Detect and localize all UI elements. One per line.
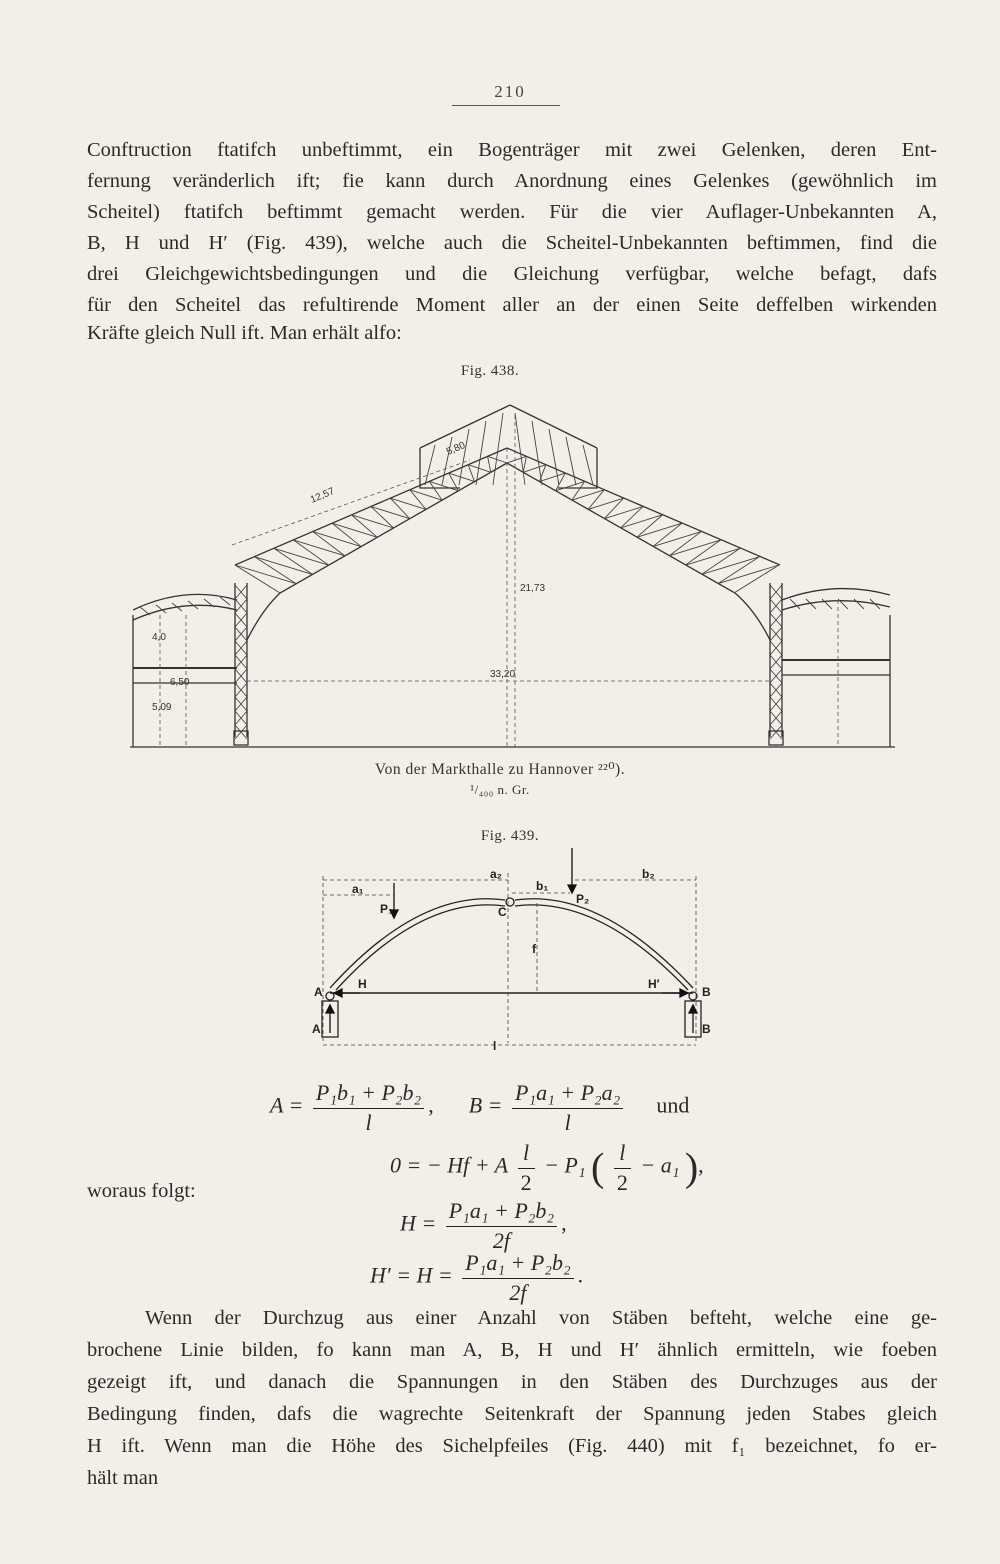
truss-member: [140, 607, 150, 615]
para2-line-6: hält man: [87, 1467, 159, 1489]
para2-line-2: brochene Linie bilden, fo kann man A, B, H und H′ ähnlich ermitteln, wie foeben: [87, 1339, 937, 1361]
formula-Hprime-lhs: H′ = H =: [370, 1262, 453, 1288]
fig439-arch-diagram: [0, 848, 1000, 1058]
formula-A-numerator: P₁b₁ + P₂b₂: [313, 1078, 424, 1109]
truss-member: [637, 515, 663, 537]
formula-A-lhs: A =: [270, 1092, 304, 1118]
formula-Hprime-fraction: [462, 1248, 573, 1307]
truss-member: [532, 421, 542, 485]
formula-moment-frac-num: l: [518, 1138, 535, 1169]
page-number-rule: [452, 105, 560, 106]
label-f: f: [532, 942, 536, 956]
dim-label-3: 5,09: [152, 702, 172, 713]
formula-B-denominator: l: [564, 1110, 571, 1135]
formula-moment-inner-frac: [614, 1138, 631, 1197]
truss-member: [352, 515, 378, 537]
truss-member: [459, 429, 469, 485]
truss-member: [685, 548, 740, 565]
formula-moment-frac-den: 2: [520, 1170, 532, 1195]
truss-member: [669, 540, 721, 556]
formula-A-denominator: l: [365, 1110, 372, 1135]
para1-line-4: B, H und H′ (Fig. 439), welche auch die Scheitel-Unbekannten beftimmen, find die: [87, 232, 937, 254]
truss-member: [718, 565, 779, 584]
paren-right: ): [684, 1144, 699, 1190]
truss-member: [702, 557, 760, 575]
formula-moment-mid: − P₁: [544, 1152, 586, 1178]
truss-member: [254, 557, 296, 584]
formula-H-fraction: [446, 1196, 557, 1255]
label-C: C: [498, 905, 507, 919]
truss-member: [313, 532, 361, 547]
truss-member: [653, 523, 682, 546]
truss-member: [515, 413, 525, 485]
formula-moment-tail: − a₁: [640, 1152, 680, 1178]
para2-line-5: H ift. Wenn man die Höhe des Sichelpfeiles (Fig. 440) mit f₁ bezeichnet, fo er-: [87, 1435, 937, 1457]
formula-moment-pre: 0 = − Hf + A: [390, 1152, 509, 1178]
truss-member: [468, 465, 474, 482]
formula-B-fraction: [512, 1078, 623, 1137]
truss-member: [523, 465, 546, 473]
formula-moment-inner-num: l: [614, 1138, 631, 1169]
label-P2: P₂: [576, 892, 590, 906]
truss-member: [718, 557, 760, 584]
label-H: H: [358, 977, 367, 991]
label-B-top: B: [702, 985, 711, 999]
formula-H: H = $\frac{\text{P₁a₁ + P₂b₂}}{2f}$ ,: [400, 1198, 567, 1253]
formula-moment-frac: [518, 1138, 535, 1197]
fig438-truss-drawing: [0, 385, 1000, 765]
para1-line-5: drei Gleichgewichtsbedingungen und die Gleichung verfügbar, welche befagt, dafs: [87, 263, 937, 285]
truss-member: [566, 437, 576, 485]
truss-member: [572, 481, 585, 500]
truss-member: [468, 465, 491, 473]
label-b1: b₁: [536, 879, 549, 893]
dim-label-2: 6,50: [170, 677, 190, 688]
dim-label-1: 4,0: [152, 632, 166, 643]
label-B-bottom: B: [702, 1022, 711, 1036]
truss-member: [235, 565, 296, 584]
formula-A-fraction: [313, 1078, 424, 1137]
label-a2: a₂: [490, 867, 503, 881]
truss-member: [702, 548, 741, 574]
truss-member: [254, 557, 312, 575]
formula-moment: 0 = − Hf + A $\frac{l}{2}$ − P₁ ( $\frac{l}{2}$ − a₁ ),: [390, 1140, 704, 1195]
truss-member: [523, 456, 526, 472]
formula-A-B: A = $\frac{\text{P₁b₁ + P₂b₂}}{l}$ , B = $\frac{\text{P₁a₁ + P₂a₂}}{l}$ und: [270, 1080, 690, 1135]
dim-label-5: 5,80: [444, 440, 468, 458]
formula-H-numerator: P₁a₁ + P₂b₂: [446, 1196, 557, 1227]
para1-line-3: Scheitel) ftatifch beftimmt gemacht werden. Für die vier Auflager-Unbekannten A,: [87, 201, 937, 223]
formula-Hprime-denominator: 2f: [509, 1280, 527, 1305]
truss-member: [332, 523, 377, 537]
fig438-caption: Von der Markthalle zu Hannover ²²⁰).: [374, 761, 626, 778]
truss-member: [313, 532, 345, 556]
formula-H-denominator: 2f: [492, 1228, 510, 1253]
label-a1: a₁: [352, 882, 364, 896]
truss-member: [410, 490, 442, 500]
truss-member: [293, 540, 328, 565]
formula-und: und: [656, 1092, 690, 1118]
truss-member: [583, 445, 593, 485]
label-l: l: [493, 1039, 497, 1053]
para1-line-7: Kräfte gleich Null ift. Man erhält alfo:: [87, 322, 402, 344]
paren-left: (: [591, 1144, 605, 1190]
formula-Hprime-numerator: P₁a₁ + P₂b₂: [462, 1248, 573, 1279]
fig439-title: Fig. 439.: [480, 828, 540, 844]
para2-line-3: gezeigt ift, und danach die Spannungen in den Stäben des Durchzuges aus der: [87, 1371, 937, 1393]
truss-member: [488, 456, 491, 472]
label-A-top: A: [314, 985, 323, 999]
woraus-folgt: woraus folgt:: [87, 1180, 196, 1202]
truss-member: [493, 413, 503, 485]
label-H-prime: H′: [648, 977, 660, 991]
truss-member: [332, 523, 361, 546]
para1-line-6: für den Scheitel das refultirende Moment aller an der einen Seite deffelben wirkenden: [87, 294, 937, 316]
para1-line-2: fernung veränderlich ift; fie kann durch Anordnung eines Gelenkes (gewöhnlich im: [87, 170, 937, 192]
label-b2: b₂: [642, 867, 655, 881]
truss-member: [572, 490, 604, 500]
label-P1: P₁: [380, 902, 393, 916]
truss-member: [854, 599, 864, 609]
dim-label-7: 33,20: [490, 669, 516, 680]
truss-member: [685, 540, 720, 565]
fig438-title: Fig. 438.: [460, 363, 520, 379]
truss-member: [429, 481, 442, 500]
dim-label-4: 12,57: [308, 485, 337, 506]
formula-H-lhs: H =: [400, 1210, 437, 1236]
formula-Hprime: H′ = H = $\frac{\text{P₁a₁ + P₂b₂}}{2f}$ .: [370, 1250, 584, 1305]
page-number: 210: [494, 82, 526, 101]
formula-B-numerator: P₁a₁ + P₂a₂: [512, 1078, 623, 1109]
label-A-bottom: A: [312, 1022, 321, 1036]
truss-member: [274, 548, 329, 565]
dim-label-6: 21,73: [520, 583, 546, 594]
truss-member: [669, 532, 701, 556]
truss-member: [293, 540, 345, 556]
formula-B-lhs: B =: [468, 1092, 503, 1118]
fig438-scale: ¹/₄₀₀ n. Gr.: [470, 782, 530, 797]
truss-member: [507, 456, 526, 463]
formula-moment-inner-den: 2: [616, 1170, 628, 1195]
para1-line-1: Conftruction ftatifch unbeftimmt, ein Bogenträger mit zwei Gelenken, deren Ent-: [87, 139, 937, 161]
truss-member: [637, 523, 682, 537]
para2-line-4: Bedingung finden, dafs die wagrechte Seitenkraft der Spannung jeden Stabes gleich: [87, 1403, 937, 1425]
truss-member: [274, 548, 313, 574]
truss-member: [653, 532, 701, 547]
para2-line-1: Wenn der Durchzug aus einer Anzahl von Stäben befteht, welche eine ge-: [145, 1307, 937, 1329]
